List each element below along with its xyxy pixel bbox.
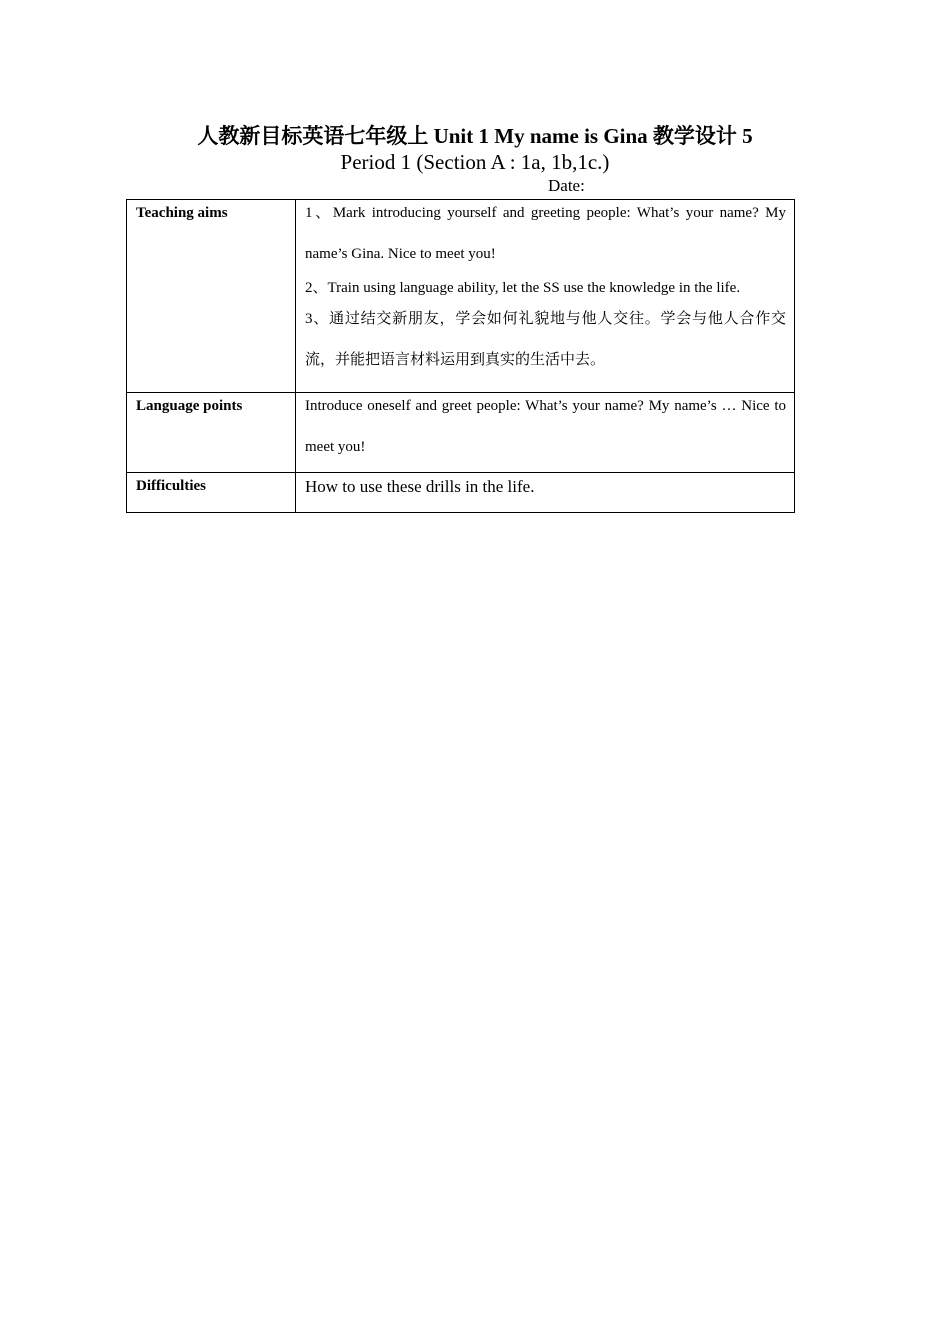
row-label-difficulties: Difficulties	[127, 473, 296, 513]
difficulties-text: How to use these drills in the life.	[305, 477, 535, 496]
table-row-teaching-aims	[127, 200, 795, 393]
language-points-cell	[296, 393, 795, 473]
language-points-text: Introduce oneself and greet people: What’s your name? My name’s … Nice to meet you!	[305, 398, 786, 455]
teaching-aim-item: 2、Train using language ability, let the SS use the knowledge in the life.	[305, 280, 741, 296]
row-label-teaching-aims: Teaching aims	[127, 200, 296, 393]
row-label-language-points: Language points	[127, 393, 296, 473]
table-row-language-points	[127, 393, 795, 473]
teaching-aims-cell	[296, 200, 795, 393]
document-title: 人教新目标英语七年级上 Unit 1 My name is Gina 教学设计 5	[197, 124, 753, 148]
difficulties-cell	[296, 473, 795, 513]
document-subtitle: Period 1 (Section A : 1a, 1b,1c.)	[340, 150, 610, 174]
teaching-aim-item: 1、Mark introducing yourself and greeting people: What’s your name? My name’s Gina. Nice to meet you!	[305, 205, 786, 262]
teaching-aim-item: 3、通过结交新朋友，学会如何礼貌地与他人交往。学会与他人合作交流，并能把语言材料运用到真实的生活中去。	[305, 311, 786, 368]
date-label: Date:	[548, 176, 585, 195]
table-row-difficulties	[127, 473, 795, 513]
lesson-plan-table	[126, 199, 795, 513]
